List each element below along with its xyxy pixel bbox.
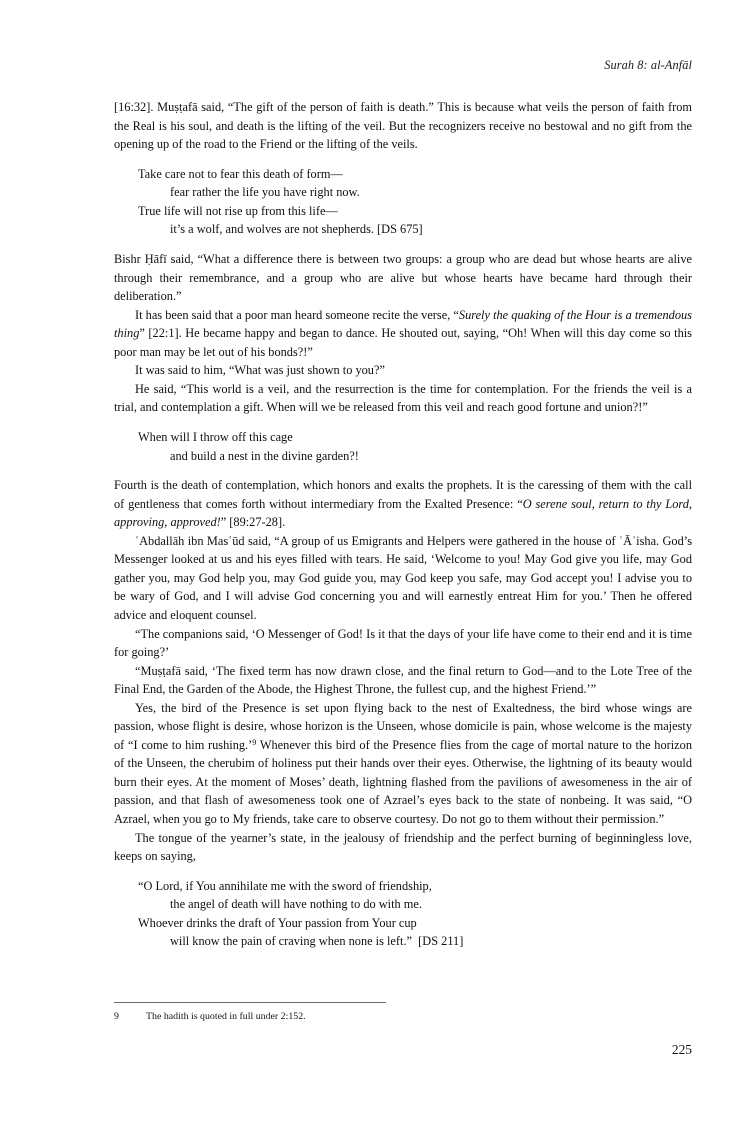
- paragraph-10: [114, 699, 692, 829]
- verse-line: the angel of death will have nothing to do with me.: [170, 897, 422, 912]
- verse-line: “O Lord, if You annihilate me with the sword of friendship,: [138, 878, 432, 893]
- paragraph-8: “The companions said, ‘O Messenger of God! Is it that the days of your life have come to their end and it is time for going?’: [114, 626, 692, 660]
- paragraph-3-part-b: ” [22:1]. He became happy and began to dance. He shouted out, saying, “Oh! When will this day come so this poor man may be let out of his bonds?!”: [114, 326, 692, 359]
- verse-block-2: [114, 428, 692, 465]
- paragraph-11: The tongue of the yearner’s state, in the jealousy of friendship and the perfect burning of beginningless love, keeps on saying,: [114, 830, 692, 864]
- paragraph-9: “Muṣṭafā said, ‘The fixed term has now drawn close, and the final return to God—and to the Lote Tree of the Final End, the Garden of the Abode, the Highest Throne, the fullest cup, and the highest Friend.’”: [114, 663, 692, 697]
- verse-line: will know the pain of craving when none is left.” [DS 211]: [170, 934, 464, 949]
- footnote-number: 9: [114, 1011, 119, 1022]
- body-text-column: [114, 98, 692, 962]
- verse-line: it’s a wolf, and wolves are not shepherds. [DS 675]: [170, 222, 423, 237]
- paragraph-4: It was said to him, “What was just shown to you?”: [135, 363, 385, 378]
- running-head: Surah 8: al-Anfāl: [604, 58, 692, 72]
- paragraph-6: [114, 476, 692, 532]
- verse-line: and build a nest in the divine garden?!: [170, 448, 359, 463]
- verse-line: True life will not rise up from this life—: [138, 203, 338, 218]
- paragraph-10-part-b: Whenever this bird of the Presence flies from the cage of mortal nature to the horizon of the Unseen, the cherubim of holiness put their hands over their eyes. Otherwise, the lightning of its beauty would burn their eyes. At the moment of Moses’ death, lightning flashed from the pavilions of awesomeness in the air of passion, and that flash of awesomeness took one of Azrael’s eyes back to the state of nonbeing. It was said, “O Azrael, when you go to My friends, take care to observe courtesy. Do not go to them without their permission.”: [114, 737, 692, 826]
- verse-line: fear rather the life you have right now.: [170, 185, 360, 200]
- footnote-text: The hadith is quoted in full under 2:152.: [146, 1011, 306, 1022]
- paragraph-5: He said, “This world is a veil, and the resurrection is the time for contemplation. For the friends the veil is a trial, and contemplation a gift. When will we be released from this veil and reach good fortune and union?!”: [114, 381, 692, 415]
- verse-line: Take care not to fear this death of form—: [138, 166, 343, 181]
- page-number: 225: [671, 1042, 692, 1057]
- footnote-area: [114, 1002, 692, 1024]
- paragraph-7: ʿAbdallāh ibn Masʿūd said, “A group of us Emigrants and Helpers were gathered in the house of ʿĀʾisha. God’s Messenger looked at us and his eyes filled with tears. He said, ‘Welcome to you! May God give you life, may God gather you, may God help you, may God guide you, may God keep you safe, may God accept you! I advise you to be wary of God, and I will advise God concerning you and will earnestly entreat Him for you.’ Then he offered advice and eloquent counsel.: [114, 533, 692, 622]
- verse-block-3: [114, 877, 692, 951]
- quran-citation-22-1: Surely the quaking of the Hour is a tremendous thing: [114, 307, 692, 341]
- verse-line: When will I throw off this cage: [138, 429, 293, 444]
- paragraph-3: [114, 306, 692, 362]
- paragraph-3-part-a: It has been said that a poor man heard someone recite the verse, “: [135, 307, 459, 322]
- verse-block-1: [114, 165, 692, 239]
- paragraph-2: Bishr Ḥāfī said, “What a difference there is between two groups: a group who are dead but whose hearts are alive through their remembrance, and a group who are alive but whose hearts have became hard through their deliberation.”: [114, 252, 692, 304]
- paragraph-10-part-a: Yes, the bird of the Presence is set upon flying back to the nest of Exaltedness, the bird whose wings are passion, whose flight is desire, whose horizon is the Unseen, whose domicile is pain, whose welcome is the majesty of “I come to him rushing.’: [114, 700, 692, 752]
- paragraph-6-part-b: ” [89:27-28].: [220, 515, 286, 530]
- footnote-entry: [114, 1010, 692, 1024]
- footnote-separator-rule: [114, 1002, 386, 1003]
- paragraph-6-part-a: Fourth is the death of contemplation, which honors and exalts the prophets. It is the caressing of them with the call of gentleness that comes forth without intermediary from the Exalted Presence: “: [114, 478, 692, 511]
- quran-citation-89-27-28: O serene soul, return to thy Lord, approving, approved!: [114, 496, 693, 530]
- footnote-marker-9[interactable]: 9: [252, 737, 257, 747]
- paragraph-1: [16:32]. Muṣṭafā said, “The gift of the person of faith is death.” This is because what veils the person of faith from the Real is his soul, and death is the lifting of the veil. But the recognizers receive no bestowal and no gift from the opening up of the road to the Friend or the lifting of the veils.: [114, 100, 692, 152]
- verse-line: Whoever drinks the draft of Your passion from Your cup: [138, 915, 417, 930]
